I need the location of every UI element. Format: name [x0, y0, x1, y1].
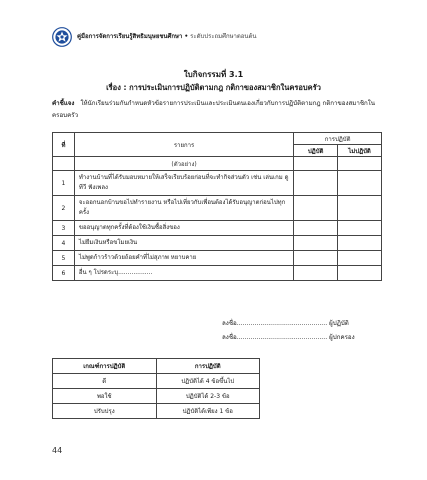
page-number: 44 [52, 446, 63, 455]
row-number: 1 [53, 171, 75, 196]
table-row [53, 221, 382, 236]
row-number: 6 [53, 266, 75, 281]
row-number: 5 [53, 251, 75, 266]
checkbox-done[interactable] [294, 196, 338, 221]
criteria-desc: ปฏิบัติได้เพียง 1 ข้อ [156, 404, 259, 419]
criteria-level: ปรับปรุง [53, 404, 157, 419]
criteria-row [53, 404, 260, 419]
checkbox-done[interactable] [294, 221, 338, 236]
checkbox-not-done[interactable] [338, 221, 382, 236]
page-header [52, 27, 392, 47]
row-item: ไม่พูดก้าวร้าวด้วยถ้อยคำที่ไม่สุภาพ หยาบคาย [74, 251, 293, 266]
column-header-done: ปฏิบัติ [294, 145, 338, 157]
example-cell-blank [53, 157, 75, 171]
criteria-header-practice: การปฏิบัติ [156, 359, 259, 374]
instruction [52, 98, 382, 122]
table-row [53, 266, 382, 281]
checkbox-done[interactable] [294, 266, 338, 281]
column-header-no: ที่ [53, 133, 75, 157]
instruction-label: คำชี้แจง [52, 100, 75, 107]
criteria-header-level: เกณฑ์การปฏิบัติ [53, 359, 157, 374]
signature-guardian[interactable]: ลงชื่อ.............................................. ผู้ปกครอง [222, 334, 355, 341]
organization-logo-icon [52, 27, 72, 47]
header-separator: • [182, 33, 189, 40]
criteria-table [52, 358, 260, 419]
column-header-item: รายการ [74, 133, 293, 157]
row-number: 3 [53, 221, 75, 236]
criteria-level: พอใช้ [53, 389, 157, 404]
criteria-row [53, 389, 260, 404]
criteria-level: ดี [53, 374, 157, 389]
example-cell-not-done [338, 157, 382, 171]
table-row [53, 196, 382, 221]
criteria-row [53, 374, 260, 389]
checkbox-not-done[interactable] [338, 196, 382, 221]
header-title: คู่มือการจัดการเรียนรู้สิทธิมนุษยชนศึกษา [77, 33, 183, 40]
row-item: จะออกนอกบ้านขอไปทำรายงาน หรือไปเที่ยวกับเพื่อนต้องได้รับอนุญาตก่อนไปทุกครั้ง [74, 196, 293, 221]
checkbox-not-done[interactable] [338, 266, 382, 281]
instruction-text: ให้นักเรียนร่วมกันกำหนดหัวข้อรายการประเมินและประเมินตนเองเกี่ยวกับการปฏิบัติตามกฎ กติกาของสมาชิกในครอบครัว [52, 100, 376, 119]
criteria-desc: ปฏิบัติได้ 4 ข้อขึ้นไป [156, 374, 259, 389]
row-item: ขออนุญาตทุกครั้งที่ต้องใช้เงินซื้อสิ่งของ [74, 221, 293, 236]
worksheet-subject: เรื่อง : การประเมินการปฏิบัติตามกฎ กติกาของสมาชิกในครอบครัว [106, 83, 321, 92]
table-row [53, 251, 382, 266]
row-number: 2 [53, 196, 75, 221]
checkbox-not-done[interactable] [338, 251, 382, 266]
checkbox-not-done[interactable] [338, 236, 382, 251]
worksheet-title: ใบกิจกรรมที่ 3.1 [183, 70, 244, 79]
row-number: 4 [53, 236, 75, 251]
example-cell-done [294, 157, 338, 171]
example-label: (ตัวอย่าง) [74, 157, 293, 171]
checkbox-done[interactable] [294, 236, 338, 251]
checkbox-not-done[interactable] [338, 171, 382, 196]
column-header-practice: การปฏิบัติ [294, 133, 382, 145]
criteria-desc: ปฏิบัติได้ 2-3 ข้อ [156, 389, 259, 404]
header-text [77, 31, 257, 41]
header-subtitle: ระดับประถมศึกษาตอนต้น [188, 33, 257, 40]
row-item: ไม่ยืมเงินหรือขโมยเงิน [74, 236, 293, 251]
checkbox-done[interactable] [294, 251, 338, 266]
table-row [53, 171, 382, 196]
assessment-table [52, 132, 382, 281]
checkbox-done[interactable] [294, 171, 338, 196]
column-header-not-done: ไม่ปฏิบัติ [338, 145, 382, 157]
signature-practitioner[interactable]: ลงชื่อ.............................................. ผู้ปฏิบัติ [222, 320, 349, 327]
table-row [53, 236, 382, 251]
row-item: ทำงานบ้านที่ได้รับมอบหมายให้เสร็จเรียบร้อยก่อนที่จะทำกิจส่วนตัว เช่น เล่นเกม ดูทีวี ฟังเพลง [74, 171, 293, 196]
row-item[interactable]: อื่น ๆ โปรดระบุ.................. [74, 266, 293, 281]
